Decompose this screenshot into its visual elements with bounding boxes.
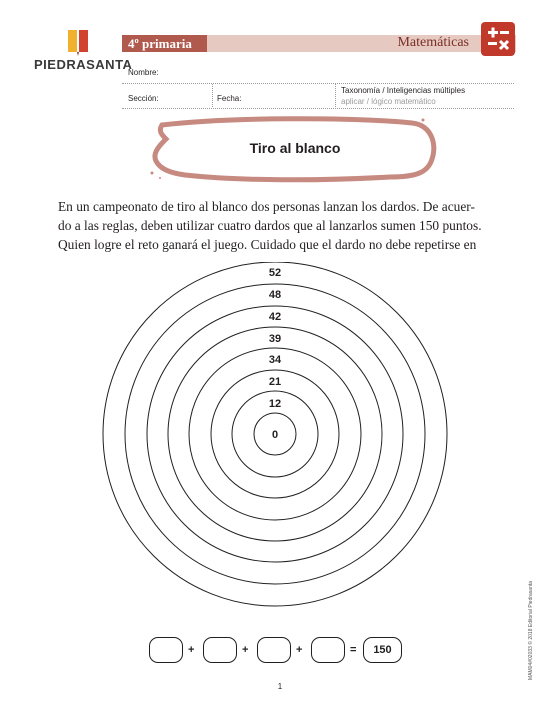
- ring-value: 48: [268, 289, 282, 301]
- taxonomy-label: Taxonomía / Inteligencias múltiples: [341, 86, 466, 95]
- ring-value: 52: [268, 267, 282, 279]
- intro-line: do a las reglas, deben utilizar cuatro dardos que al lanzarlos sumen 150 puntos.: [58, 218, 482, 233]
- plus-sign: +: [188, 644, 195, 656]
- dartboard-target: [100, 262, 450, 612]
- taxonomy-value: aplicar / lógico matemático: [341, 97, 436, 106]
- ring-value: 21: [268, 376, 282, 388]
- side-code: MAM04#02033 © 2018 Editorial Piedrasanta: [528, 580, 534, 680]
- divider: [212, 84, 213, 107]
- plus-sign: +: [242, 644, 249, 656]
- plus-sign: +: [296, 644, 303, 656]
- equals-sign: =: [350, 644, 357, 656]
- math-operations-icon: [481, 22, 515, 56]
- ring-value: 12: [268, 398, 282, 410]
- section-label: Sección:: [128, 94, 159, 103]
- intro-line: En un campeonato de tiro al blanco dos personas lanzan los dardos. De acuer-: [58, 199, 475, 214]
- book-logo-icon: [66, 30, 90, 56]
- answer-box-1[interactable]: [149, 637, 183, 663]
- ring-value: 0: [271, 429, 279, 441]
- subject-label: Matemáticas: [397, 35, 469, 50]
- form-bottom-line: [122, 108, 514, 109]
- intro-paragraph: [58, 197, 508, 254]
- ring-value: 34: [268, 354, 282, 366]
- result-box: 150: [363, 637, 402, 663]
- divider: [335, 84, 336, 107]
- brand-name: PIEDRASANTA: [34, 57, 133, 72]
- name-field-line[interactable]: [122, 83, 514, 84]
- ring-value: 42: [268, 311, 282, 323]
- ring-value: 39: [268, 333, 282, 345]
- page-title: Tiro al blanco: [249, 140, 341, 156]
- name-label: Nombre:: [128, 68, 159, 77]
- grade-label: 4º primaria: [128, 36, 192, 51]
- answer-box-4[interactable]: [311, 637, 345, 663]
- answer-box-2[interactable]: [203, 637, 237, 663]
- intro-line: Quien logre el reto ganará el juego. Cuidado que el dardo no debe repetirse en: [58, 237, 477, 252]
- date-label: Fecha:: [217, 94, 242, 103]
- answer-box-3[interactable]: [257, 637, 291, 663]
- page-number: 1: [277, 682, 283, 691]
